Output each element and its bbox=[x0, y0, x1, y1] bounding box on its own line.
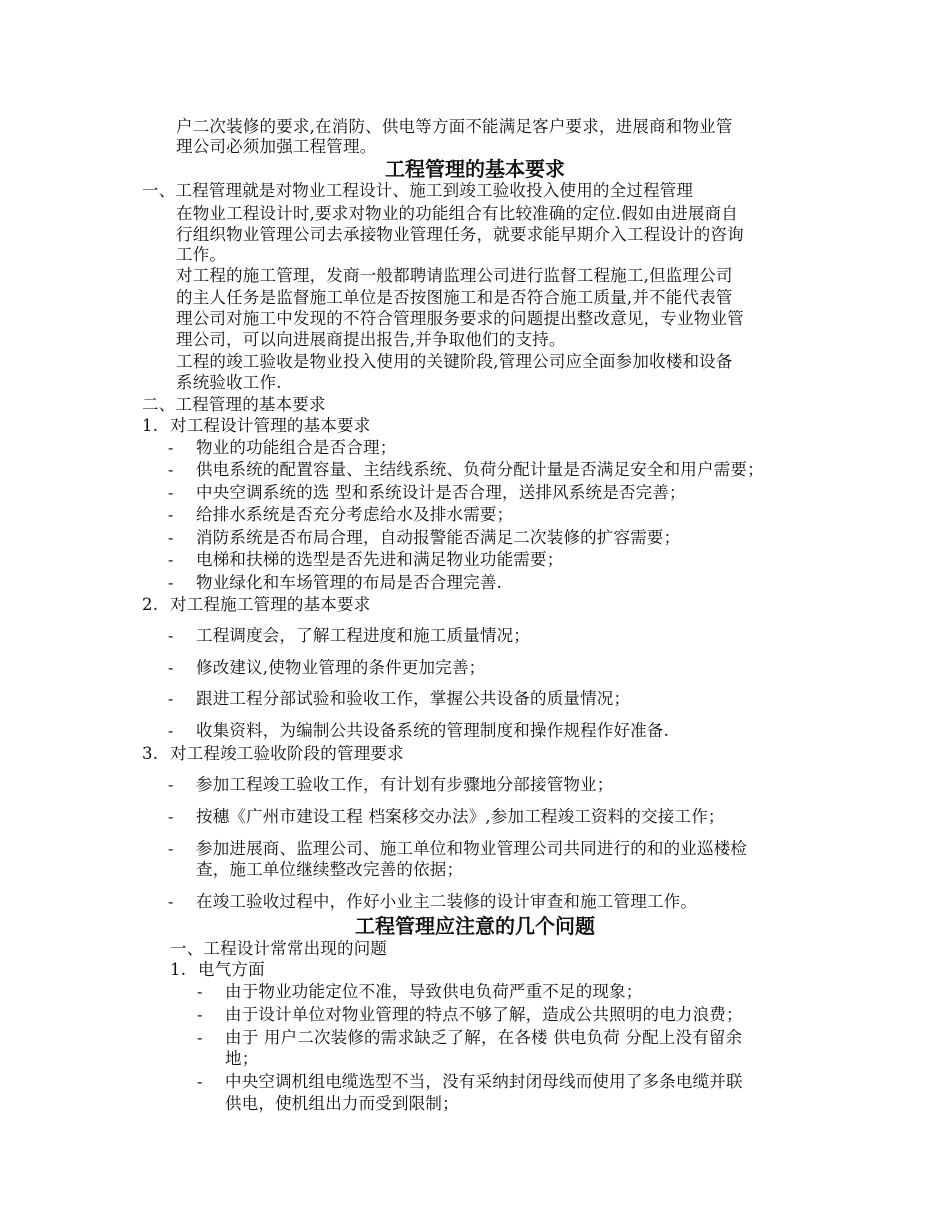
intro-line: 理公司必须加强工程管理。 bbox=[176, 137, 377, 156]
dash-marker: - bbox=[197, 1072, 203, 1091]
dash-marker: - bbox=[168, 892, 174, 911]
paragraph-line: 的主人任务是监督施工单位是否按图施工和是否符合施工质量,并不能代表管 bbox=[176, 288, 733, 307]
list-number: 2. bbox=[142, 595, 159, 614]
dash-marker: - bbox=[168, 573, 174, 592]
dash-marker: - bbox=[168, 505, 174, 524]
sub-heading: 电气方面 bbox=[198, 960, 265, 979]
dash-marker: - bbox=[168, 839, 174, 858]
dash-marker: - bbox=[168, 483, 174, 502]
dash-marker: - bbox=[168, 438, 174, 457]
section-title: 工程管理应注意的几个问题 bbox=[355, 914, 595, 938]
paragraph-line: 工程的竣工验收是物业投入使用的关键阶段,管理公司应全面参加收楼和设备 bbox=[176, 352, 733, 371]
list-item: 由于 用户二次装修的需求缺乏了解，在各楼 供电负荷 分配上没有留余 bbox=[225, 1028, 743, 1047]
list-item: 供电系统的配置容量、主结线系统、负荷分配计量是否满足安全和用户需要； bbox=[196, 460, 764, 479]
list-item-cont: 地； bbox=[225, 1049, 259, 1068]
list-number: 3. bbox=[142, 744, 159, 763]
list-item: 工程调度会，了解工程进度和施工质量情况； bbox=[196, 626, 530, 645]
dash-marker: - bbox=[168, 460, 174, 479]
list-number: 1. bbox=[142, 416, 159, 435]
dash-marker: - bbox=[168, 721, 174, 740]
list-item: 由于物业功能定位不准，导致供电负荷严重不足的现象； bbox=[225, 982, 643, 1001]
dash-marker: - bbox=[197, 982, 203, 1001]
paragraph-line: 工作。 bbox=[176, 245, 227, 264]
paragraph-line: 在物业工程设计时,要求对物业的功能组合有比较准确的定位.假如由进展商自 bbox=[176, 204, 738, 223]
list-item-cont: 查，施工单位继续整改完善的依据； bbox=[196, 860, 464, 879]
item-heading: 一、工程管理就是对物业工程设计、施工到竣工验收投入使用的全过程管理 bbox=[142, 181, 694, 200]
sub-heading: 对工程竣工验收阶段的管理要求 bbox=[170, 744, 404, 763]
list-item: 收集资料，为编制公共设备系统的管理制度和操作规程作好准备. bbox=[196, 721, 670, 740]
list-item: 在竣工验收过程中，作好小业主二装修的设计审查和施工管理工作。 bbox=[196, 892, 697, 911]
paragraph-line: 系统验收工作. bbox=[176, 373, 282, 392]
list-item: 给排水系统是否充分考虑给水及排水需要； bbox=[196, 505, 514, 524]
section-title: 工程管理的基本要求 bbox=[385, 157, 565, 181]
list-number: 1. bbox=[170, 960, 187, 979]
list-item: 按穗《广州市建设工程 档案移交办法》,参加工程竣工资料的交接工作； bbox=[196, 807, 725, 826]
dash-marker: - bbox=[197, 1005, 203, 1024]
list-item-cont: 供电，使机组出力而受到限制； bbox=[225, 1094, 459, 1113]
paragraph-line: 对工程的施工管理，发商一般都聘请监理公司进行监督工程施工,但监理公司 bbox=[176, 266, 733, 285]
dash-marker: - bbox=[168, 550, 174, 569]
item-heading: 一、工程设计常常出现的问题 bbox=[170, 939, 388, 958]
paragraph-line: 理公司对施工中发现的不符合管理服务要求的问题提出整改意见，专业物业管 bbox=[176, 309, 744, 328]
intro-line: 户二次装修的要求,在消防、供电等方面不能满足客户要求，进展商和物业管 bbox=[176, 117, 733, 136]
list-item: 修改建议,使物业管理的条件更加完善； bbox=[196, 658, 486, 677]
dash-marker: - bbox=[197, 1028, 203, 1047]
list-item: 由于设计单位对物业管理的特点不够了解，造成公共照明的电力浪费； bbox=[225, 1005, 743, 1024]
list-item: 电梯和扶梯的选型是否先进和满足物业功能需要； bbox=[196, 550, 564, 569]
sub-heading: 对工程施工管理的基本要求 bbox=[170, 595, 371, 614]
list-item: 跟进工程分部试验和验收工作，掌握公共设备的质量情况； bbox=[196, 689, 631, 708]
list-item: 参加工程竣工验收工作，有计划有步骤地分部接管物业； bbox=[196, 775, 614, 794]
dash-marker: - bbox=[168, 528, 174, 547]
list-item: 中央空调系统的选 型和系统设计是否合理，送排风系统是否完善； bbox=[196, 483, 686, 502]
dash-marker: - bbox=[168, 658, 174, 677]
list-item: 参加进展商、监理公司、施工单位和物业管理公司共同进行的和的业巡楼检 bbox=[196, 839, 748, 858]
sub-heading: 对工程设计管理的基本要求 bbox=[170, 416, 371, 435]
dash-marker: - bbox=[168, 626, 174, 645]
dash-marker: - bbox=[168, 775, 174, 794]
item-heading: 二、工程管理的基本要求 bbox=[142, 395, 326, 414]
paragraph-line: 行组织物业管理公司去承接物业管理任务，就要求能早期介入工程设计的咨询 bbox=[176, 225, 744, 244]
list-item: 消防系统是否布局合理，自动报警能否满足二次装修的扩容需要； bbox=[196, 528, 681, 547]
list-item: 物业绿化和车场管理的布局是否合理完善. bbox=[196, 573, 503, 592]
dash-marker: - bbox=[168, 689, 174, 708]
paragraph-line: 理公司，可以向进展商提出报告,并争取他们的支持。 bbox=[176, 330, 566, 349]
dash-marker: - bbox=[168, 807, 174, 826]
list-item: 物业的功能组合是否合理； bbox=[196, 438, 397, 457]
list-item: 中央空调机组电缆选型不当，没有采纳封闭母线而使用了多条电缆并联 bbox=[225, 1072, 743, 1091]
